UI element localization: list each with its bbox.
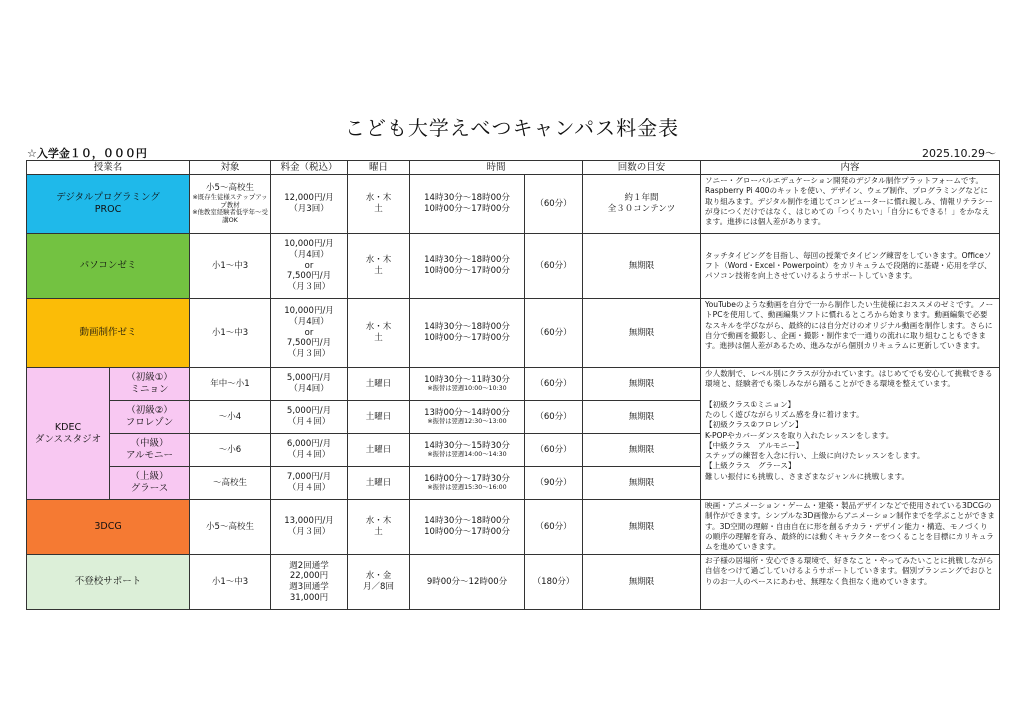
target: 小1～中3 (190, 555, 271, 610)
target: ～小6 (190, 434, 271, 467)
duration: （60分） (525, 401, 583, 434)
count: 無期限 (583, 401, 701, 434)
table-header-row (27, 161, 1000, 175)
time: 13時00分～14時00分 (424, 407, 510, 418)
fee: 5,000円/月 （月4回） (271, 368, 348, 401)
time: 14時30分～18時00分 10時00分～17時00分 (410, 500, 525, 555)
duration: （60分） (525, 234, 583, 299)
makeup-note: ※振替は翌週14:00～14:30 (427, 451, 507, 459)
description: 映画・アニメーション・ゲーム・建築・製品デザインなどで使用されている3DCGの制作ができます。シンプルな3D画像からアニメーション制作までを学ぶことができます。3D空間の理解・自由自在に形を創るチカラ・デザイン能力・構造、モノづくりの順序の理解を育み、最終的には動くキャラクターをつくることを目標にカリキュラムを進めていきます。 (701, 500, 1000, 555)
fee: 12,000円/月 （月3回） (271, 175, 348, 234)
count: 約１年間 全３０コンテンツ (583, 175, 701, 234)
days: 水・木 土 (348, 299, 410, 368)
time: 16時00分～17時30分 (424, 473, 510, 484)
course-name: パソコンゼミ (27, 234, 190, 299)
time-cell (410, 401, 525, 434)
description: ソニー・グローバルエデュケーション開発のデジタル制作プラットフォームです。Raspberry Pi 400のキットを使い、デザイン、ウェブ制作、プログラミングなどに取り組みます。デジタル制作を通じてコンピューターに慣れ親しみ、情報リテラシーが身につくだけではなく、はじめての「つくりたい」「自分にもできる！」をかなえます。進捗には個人差があります。 (701, 175, 1000, 234)
fee: 6,000円/月 （月４回） (271, 434, 348, 467)
table-row (27, 368, 1000, 401)
time: 14時30分～18時00分 10時00分～17時00分 (410, 299, 525, 368)
count: 無期限 (583, 234, 701, 299)
header-days: 曜日 (348, 161, 410, 175)
time: 9時00分～12時00分 (410, 555, 525, 610)
time-cell (410, 434, 525, 467)
target: 小1～中3 (190, 234, 271, 299)
dance-level: （上級） グラース (110, 467, 190, 500)
course-name: 3DCG (27, 500, 190, 555)
duration: （60分） (525, 299, 583, 368)
count: 無期限 (583, 299, 701, 368)
target: 小5～高校生 (206, 183, 254, 194)
page-title: こども大学えべつキャンパス料金表 (344, 116, 680, 140)
duration: （60分） (525, 500, 583, 555)
fee: 10,000円/月 （月4回） or 7,500円/月 （月３回） (271, 234, 348, 299)
description: 少人数制で、レベル別にクラスが分かれています。はじめてでも安心して挑戦できる環境と、経験者でも楽しみながら踊ることができる環境を整えています。 【初級クラス①ミニョン】 たのしく遊びながらリズム感を身に着けます。 【初級クラス②フロレゾン】 K-POPやカバーダンスを取り入れたレッスンをします。 【中級クラス アルモニー】 ステップの練習を入念に行い、上級に向けたレッスンをします。 【上級クラス グラース】 難しい振付にも挑戦し、さまざまなジャンルに挑戦します。 (701, 368, 1000, 500)
target: ～高校生 (190, 467, 271, 500)
course-name: 動画制作ゼミ (27, 299, 190, 368)
table-row (27, 299, 1000, 368)
time: 10時30分～11時30分 (424, 374, 510, 385)
header-course: 授業名 (27, 161, 190, 175)
fee: 7,000円/月 （月４回） (271, 467, 348, 500)
time-cell (410, 368, 525, 401)
count: 無期限 (583, 434, 701, 467)
fee: 5,000円/月 （月４回） (271, 401, 348, 434)
time-cell (410, 467, 525, 500)
time: 14時30分～15時30分 (424, 440, 510, 451)
fee: 週2回通学 22,000円 週3回通学 31,000円 (271, 555, 348, 610)
table-row (27, 175, 1000, 234)
days: 水・木 土 (348, 500, 410, 555)
target: ～小4 (190, 401, 271, 434)
target: 小5～高校生 (190, 500, 271, 555)
makeup-note: ※振替は翌週12:30～13:00 (427, 418, 507, 426)
duration: （90分） (525, 467, 583, 500)
fee: 10,000円/月 （月4回） or 7,500円/月 （月３回） (271, 299, 348, 368)
time: 14時30分～18時00分 10時00分～17時00分 (410, 175, 525, 234)
days: 水・木 土 (348, 234, 410, 299)
description: お子様の居場所・安心できる環境で、好きなこと・やってみたいことに挑戦しながら自信をつけて過ごしていけるようサポートしていきます。個別プランニングでおひとりのお一人のペースにあわせ、無理なく負担なく進めていきます。 (701, 555, 1000, 610)
days: 水・金 月／8回 (348, 555, 410, 610)
target: 年中～小1 (190, 368, 271, 401)
days: 土曜日 (348, 368, 410, 401)
header-time: 時間 (410, 161, 583, 175)
dance-level: （中級） アルモニー (110, 434, 190, 467)
days: 水・木 土 (348, 175, 410, 234)
table-row (27, 555, 1000, 610)
makeup-note: ※振替は翌週10:00～10:30 (427, 385, 507, 393)
count: 無期限 (583, 467, 701, 500)
price-table (26, 160, 1000, 610)
count: 無期限 (583, 555, 701, 610)
table-row (27, 234, 1000, 299)
course-name: 不登校サポート (27, 555, 190, 610)
header-count: 回数の目安 (583, 161, 701, 175)
dance-level: （初級②） フロレゾン (110, 401, 190, 434)
time: 14時30分～18時00分 10時00分～17時00分 (410, 234, 525, 299)
duration: （60分） (525, 175, 583, 234)
duration: （60分） (525, 434, 583, 467)
dance-level: （初級①） ミニョン (110, 368, 190, 401)
target-cell (190, 175, 271, 234)
effective-date: 2025.10.29～ (922, 147, 996, 160)
makeup-note: ※振替は翌週15:30～16:00 (427, 484, 507, 492)
description: タッチタイピングを目指し、毎回の授業でタイピング練習をしていきます。Officeソフト（Word・Excel・Powerpoint）をカリキュラムで段階的に基礎・応用を学び、パソコン技術を向上させていけるようサポートしていきます。 (701, 234, 1000, 299)
count: 無期限 (583, 500, 701, 555)
days: 土曜日 (348, 467, 410, 500)
days: 土曜日 (348, 401, 410, 434)
course-name: デジタルプログラミング PROC (27, 175, 190, 234)
duration: （180分） (525, 555, 583, 610)
table-row (27, 500, 1000, 555)
target-note: ※既存生徒様ステップアップ教材 ※他教室経験者低学年～受講OK (192, 192, 268, 224)
dance-group-name: KDEC ダンススタジオ (27, 368, 110, 500)
count: 無期限 (583, 368, 701, 401)
header-fee: 料金（税込） (271, 161, 348, 175)
days: 土曜日 (348, 434, 410, 467)
target: 小1～中3 (190, 299, 271, 368)
fee: 13,000円/月 （月３回） (271, 500, 348, 555)
header-content: 内容 (701, 161, 1000, 175)
duration: （60分） (525, 368, 583, 401)
entrance-fee: ☆入学金１０，０００円 (27, 147, 147, 160)
description: YouTubeのような動画を自分で一から制作したい生徒様におススメのゼミです。ノートPCを使用して、動画編集ソフトに慣れるところから始まります。動画編集で必要なスキルを学びながら、最終的には自分だけのオリジナル動画を制作します。さらに自分で動画を撮影し、企画・撮影・制作まで一通りの流れに取り組むこともできます。進捗は個人差があるため、進みながら個別カリキュラムに更新していきます。 (701, 299, 1000, 368)
header-target: 対象 (190, 161, 271, 175)
